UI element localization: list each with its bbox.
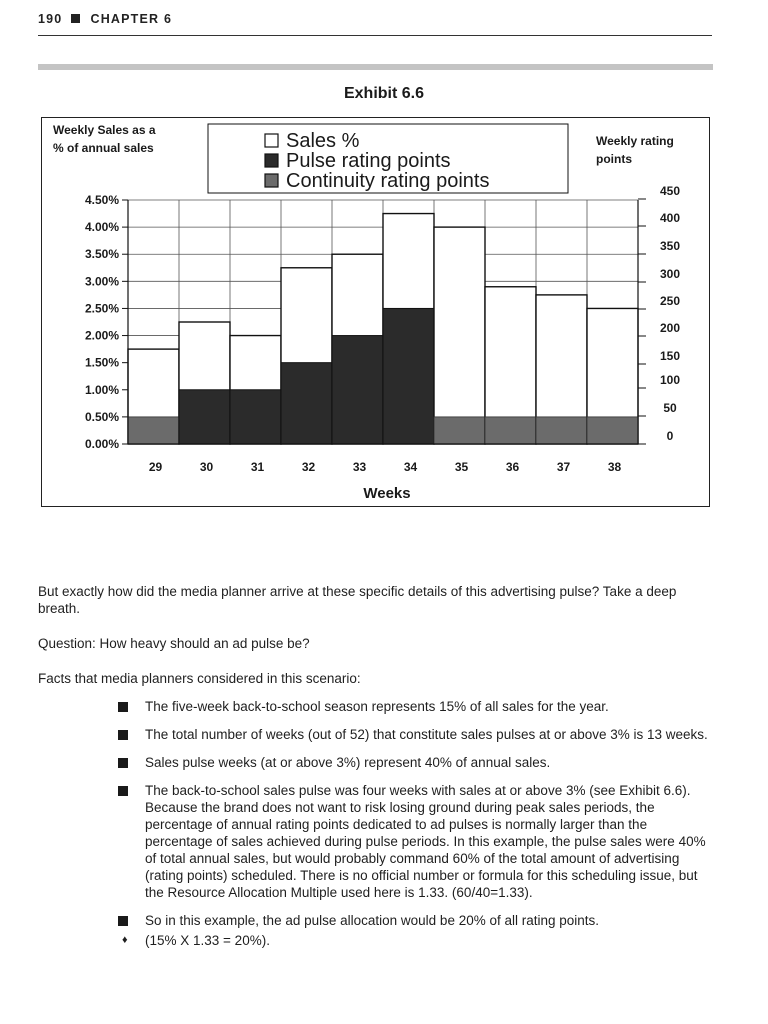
chapter-label: CHAPTER 6: [90, 12, 173, 26]
bar-pulse: [179, 390, 230, 444]
facts-intro-paragraph: Facts that media planners considered in this scenario:: [38, 671, 361, 686]
right-tick-label: 400: [659, 211, 681, 225]
left-tick-label: 2.50%: [84, 301, 119, 316]
square-bullet-icon: [118, 758, 128, 768]
list-item-text: The total number of weeks (out of 52) that constitute sales pulses at or above 3% is 13 weeks.: [145, 727, 708, 742]
running-head: [38, 12, 172, 26]
bar-sales: [434, 227, 485, 444]
right-tick-label: 450: [659, 184, 681, 198]
square-bullet-icon: [118, 916, 128, 926]
left-axis-title-line2: % of annual sales: [53, 141, 154, 155]
left-tick-label: 1.00%: [84, 382, 119, 397]
bar-pulse: [332, 336, 383, 444]
bar-pulse: [383, 308, 434, 444]
left-tick-label: 4.00%: [84, 220, 119, 235]
x-tick-label: 29: [148, 460, 163, 474]
exhibit-divider-bar: [38, 64, 713, 70]
right-tick-label: 350: [659, 239, 681, 253]
x-tick-label: 33: [352, 460, 367, 474]
bar-continuity: [434, 417, 485, 444]
x-tick-label: 36: [505, 460, 520, 474]
header-rule: [38, 35, 712, 36]
chart-frame: [41, 117, 710, 507]
square-bullet-icon: [118, 730, 128, 740]
bar-pulse: [281, 363, 332, 444]
square-bullet-icon: [118, 786, 128, 796]
left-axis-title-line1: Weekly Sales as a: [53, 123, 156, 137]
right-tick-label: 150: [659, 349, 681, 363]
list-item-text: The back-to-school sales pulse was four weeks with sales at or above 3% (see Exhibit 6.6). Because the brand does not want to risk losing ground during peak sales periods, the percentage of annual rating points dedicated to ad pulses is normally larger than the percentage of sales achieved during pulse periods. In this example, the pulse sales were 40% of total annual sales, but would probably command 60% of the total amount of advertising (rating points) scheduled. There is no official number or formula for this scheduling issue, but the Resource Allocation Multiple used here is 1.33. (60/40=1.33).: [145, 783, 706, 900]
list-item-text: The five-week back-to-school season represents 15% of all sales for the year.: [145, 699, 609, 714]
list-item-text: So in this example, the ad pulse allocation would be 20% of all rating points.: [145, 913, 600, 928]
square-bullet-icon: [71, 14, 80, 23]
square-bullet-icon: [118, 702, 128, 712]
facts-list: [118, 698, 718, 949]
legend-label: Continuity rating points: [286, 170, 490, 192]
right-tick-label: 0: [666, 429, 674, 443]
list-item: [118, 726, 718, 743]
bar-continuity: [587, 417, 638, 444]
bar-continuity: [536, 417, 587, 444]
right-tick-label: 300: [659, 267, 681, 281]
left-tick-label: 1.50%: [84, 355, 119, 370]
left-tick-label: 0.50%: [84, 409, 119, 424]
right-axis-title-line2: points: [596, 152, 632, 166]
list-item: [118, 698, 718, 715]
x-tick-label: 37: [556, 460, 571, 474]
right-axis-title-line1: Weekly rating: [596, 134, 674, 148]
x-tick-label: 35: [454, 460, 469, 474]
legend-swatch: [265, 154, 278, 167]
legend-label: Sales %: [286, 130, 360, 152]
bar-continuity: [128, 417, 179, 444]
page-number: 190: [38, 12, 63, 26]
right-tick-label: 200: [659, 321, 681, 335]
legend-label: Pulse rating points: [286, 150, 451, 172]
list-item: [118, 782, 718, 901]
x-axis-title: Weeks: [363, 485, 411, 502]
left-tick-label: 3.00%: [84, 274, 119, 289]
list-item: [118, 754, 718, 771]
question-paragraph: Question: How heavy should an ad pulse be?: [38, 636, 310, 651]
exhibit-chart: [42, 118, 709, 506]
right-tick-label: 50: [663, 401, 677, 415]
diamond-bullet-icon: ♦: [122, 934, 128, 946]
x-tick-label: 38: [607, 460, 622, 474]
left-tick-label: 0.00%: [84, 437, 119, 451]
intro-paragraph: But exactly how did the media planner arrive at these specific details of this advertising pulse? Take a deep breath.: [38, 584, 677, 616]
right-tick-label: 100: [659, 373, 681, 387]
x-tick-label: 31: [250, 460, 265, 474]
legend-swatch: [265, 174, 278, 187]
exhibit-title: Exhibit 6.6: [343, 85, 425, 102]
x-tick-label: 32: [301, 460, 316, 474]
list-item-text: Sales pulse weeks (at or above 3%) represent 40% of annual sales.: [145, 755, 551, 770]
sub-list-item: [118, 932, 718, 949]
list-item: [118, 912, 718, 929]
left-tick-label: 3.50%: [84, 247, 119, 262]
left-tick-label: 2.00%: [84, 328, 119, 343]
bar-continuity: [485, 417, 536, 444]
x-tick-label: 30: [199, 460, 214, 474]
right-tick-label: 250: [659, 294, 681, 308]
sub-list-item-text: (15% X 1.33 = 20%).: [145, 933, 270, 948]
legend-swatch: [265, 134, 278, 147]
x-tick-label: 34: [403, 460, 418, 474]
bar-pulse: [230, 390, 281, 444]
left-tick-label: 4.50%: [84, 193, 119, 207]
